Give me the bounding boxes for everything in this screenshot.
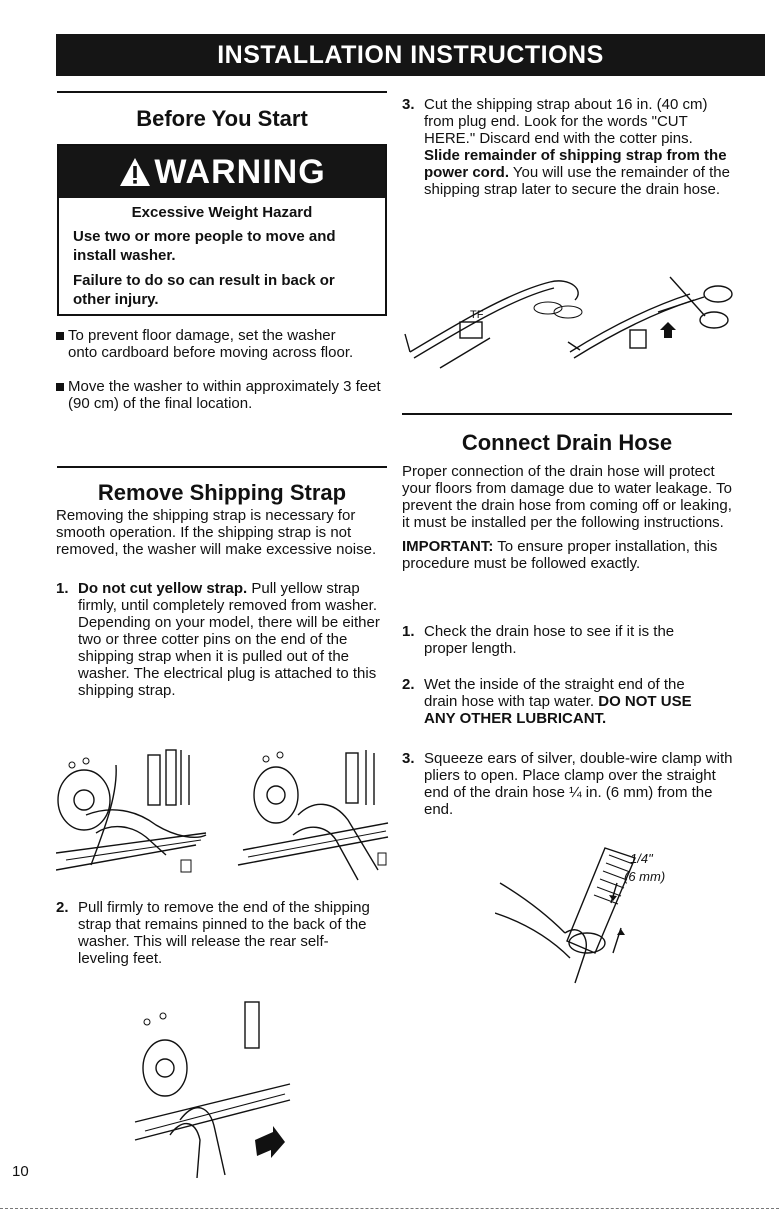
warning-triangle-icon: [118, 155, 152, 189]
drain-step-1: 1. Check the drain hose to see if it is the proper length.: [402, 623, 675, 657]
drain-step-2: 2. Wet the inside of the straight end of the drain hose with tap water. DO NOT USE ANY OTHER LUBRICANT.: [402, 676, 692, 727]
remove-step-1: 1. Do not cut yellow strap. Pull yellow strap firmly, until completely removed from washer. Depending on your model, there will be either two or three cotter pins on the end of the shipping strap when it is pulled out of the washer. The electrical plug is attached to this shipping strap.: [56, 580, 380, 699]
up-arrow-icon: [660, 322, 676, 338]
cut-strap-illustration: [400, 272, 740, 382]
strap-panel-left-icon: [56, 750, 206, 872]
page-number: 10: [12, 1163, 29, 1180]
page-bottom-rule: [0, 1208, 779, 1209]
list-item: To prevent floor damage, set the washer onto cardboard before moving across floor.: [56, 327, 386, 361]
drain-important-note: IMPORTANT: To ensure proper installation, this procedure must be followed exactly.: [402, 538, 718, 572]
warning-label: WARNING: [154, 152, 326, 191]
remove-step-3: 3. Cut the shipping strap about 16 in. (40 cm) from plug end. Look for the words "CUT HERE." Discard end with the cotter pins. Slide remainder of shipping strap from the power cord. You will use the remainder of the shipping strap later to secure the drain hose.: [402, 96, 730, 198]
step1-bold: Do not cut yellow strap.: [78, 580, 248, 597]
remove-strap-intro: Removing the shipping strap is necessary for smooth operation. If the shipping strap is not removed, the washer will make excessive noise.: [56, 507, 377, 558]
bullet-square-icon: [56, 332, 64, 340]
warning-box: [57, 144, 387, 316]
heading-remove-shipping-strap: Remove Shipping Strap: [97, 480, 347, 505]
hose-label-in: 1/4": [630, 851, 653, 866]
drain-step-3: 3. Squeeze ears of silver, double-wire clamp with pliers to open. Place clamp over the straight end of the drain hose ¼ in. (6 mm) from the end.: [402, 750, 733, 818]
warning-line-2: Failure to do so can result in back or other injury.: [73, 272, 335, 308]
svg-text:TF: TF: [470, 309, 484, 321]
pull-strap-illustration: [56, 745, 390, 885]
warning-hazard: Excessive Weight Hazard: [131, 204, 313, 221]
bullet-square-icon: [56, 383, 64, 391]
section-rule-drain-hose: [402, 413, 732, 415]
drain-hose-intro: Proper connection of the drain hose will protect your floors from damage due to water leakage. To prevent the drain hose from coming off or leaking, it must be installed per the following instructions.: [402, 463, 732, 531]
down-arrow-icon: [609, 895, 617, 901]
strap-panel-right-icon: [238, 750, 388, 880]
hose-label-mm: (6 mm): [624, 869, 666, 884]
warning-header: [59, 146, 385, 198]
rear-strap-illustration: [125, 1000, 295, 1180]
section-rule-remove-strap: [57, 466, 387, 468]
up-arrow-icon: [617, 929, 625, 935]
page-title: INSTALLATION INSTRUCTIONS: [56, 34, 765, 76]
heading-before-you-start: Before You Start: [136, 106, 308, 131]
pull-arrow-icon: [255, 1126, 285, 1158]
remove-step-2: 2. Pull firmly to remove the end of the shipping strap that remains pinned to the back of the washer. This will release the rear self-leveling feet.: [56, 899, 370, 967]
heading-connect-drain-hose: Connect Drain Hose: [461, 430, 673, 455]
section-rule-before-start: [57, 91, 387, 93]
warning-line-1: Use two or more people to move and install washer.: [73, 228, 336, 264]
hose-clamp-illustration: [495, 843, 725, 1003]
list-item: Move the washer to within approximately 3 feet (90 cm) of the final location.: [56, 378, 386, 412]
